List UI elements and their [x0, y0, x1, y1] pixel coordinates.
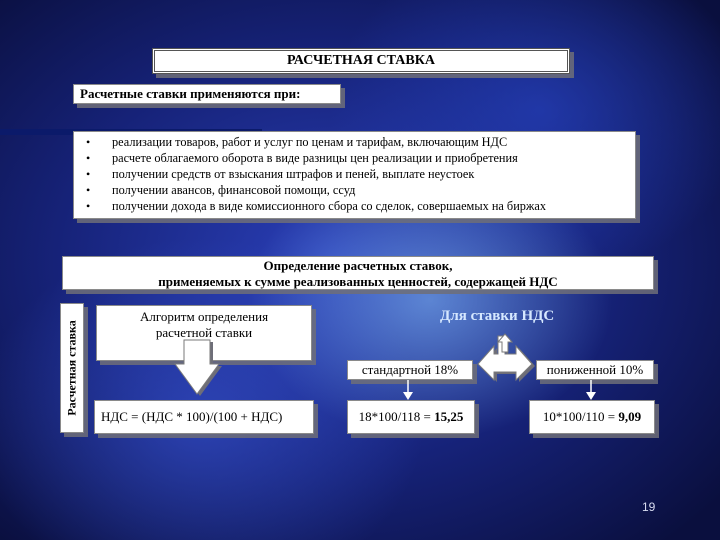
algorithm-line-2: расчетной ставки	[155, 325, 253, 340]
standard-calc-expression: 18*100/118 =	[358, 409, 435, 424]
vertical-label: Расчетная ставка	[64, 320, 79, 416]
standard-rate-result	[347, 400, 475, 434]
page-number: 19	[642, 500, 656, 514]
list-item: • расчете облагаемого оборота в виде разницы цен реализации и приобретения	[86, 150, 635, 166]
split-arrows-icon	[474, 334, 536, 380]
reduced-rate-label: пониженной 10%	[536, 360, 654, 380]
list-item: • получении средств от взыскания штрафов и пеней, выплате неустоек	[86, 166, 635, 182]
applied-when-list	[86, 134, 635, 214]
arrow-down-reduced-icon	[585, 380, 597, 400]
list-item: • реализации товаров, работ и услуг по ценам и тарифам, включающим НДС	[86, 134, 635, 150]
slide-title: РАСЧЕТНАЯ СТАВКА	[152, 48, 570, 74]
algorithm-line-1: Алгоритм определения	[139, 309, 269, 324]
vertical-label-box	[60, 303, 84, 433]
applied-when-list-box	[73, 131, 636, 219]
vat-rate-heading: Для ставки НДС	[440, 308, 555, 324]
definition-line-1: Определение расчетных ставок,	[263, 258, 453, 273]
standard-calc-result: 15,25	[434, 409, 464, 424]
definition-box	[62, 256, 654, 290]
arrow-down-standard-icon	[402, 380, 414, 400]
reduced-rate-result	[529, 400, 655, 434]
list-item: • получении авансов, финансовой помощи, ссуд	[86, 182, 635, 198]
list-item: • получении дохода в виде комиссионного сбора со сделок, совершаемых на биржах	[86, 198, 635, 214]
reduced-calc-result: 9,09	[618, 409, 642, 424]
standard-rate-label: стандартной 18%	[347, 360, 473, 380]
down-arrow-icon	[175, 340, 219, 396]
vat-formula-box: НДС = (НДС * 100)/(100 + НДС)	[94, 400, 314, 434]
applied-when-heading: Расчетные ставки применяются при:	[73, 84, 341, 104]
reduced-calc-expression: 10*100/110 =	[542, 409, 619, 424]
definition-line-2: применяемых к сумме реализованных ценностей, содержащей НДС	[158, 274, 558, 289]
